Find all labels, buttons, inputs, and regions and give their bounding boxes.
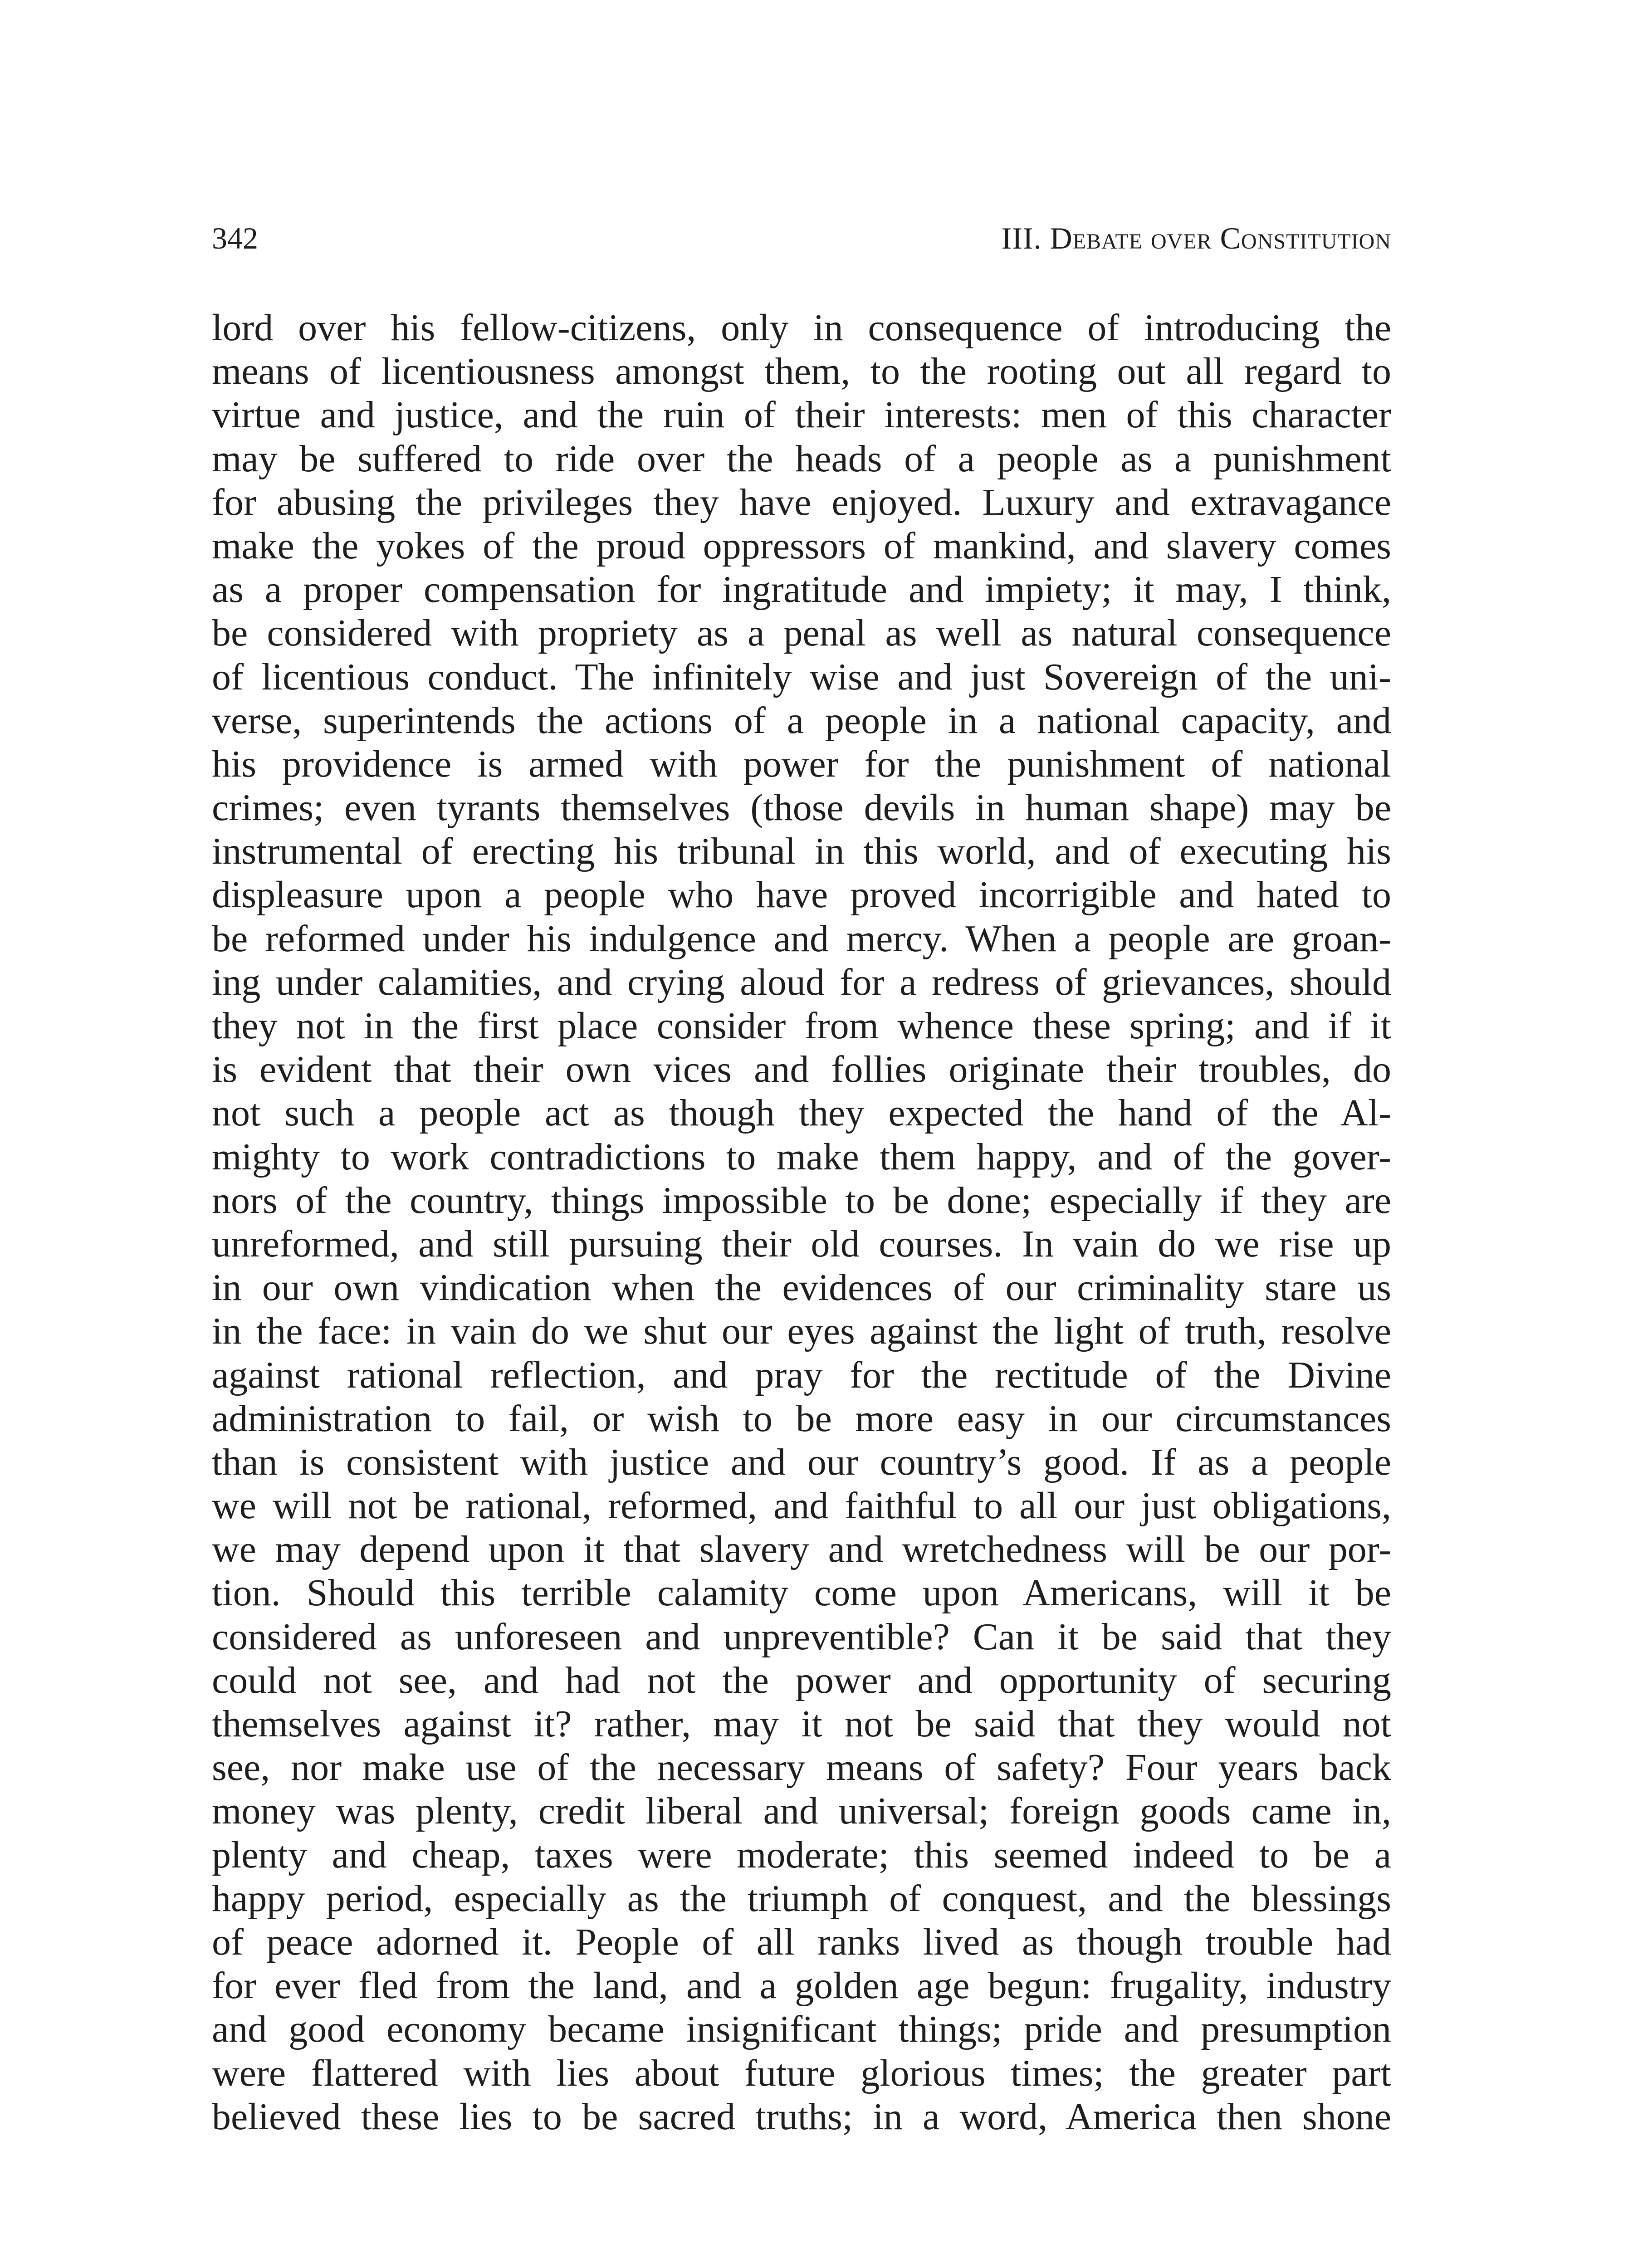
text-line: be considered with propriety as a penal as well as natural consequence — [212, 612, 1391, 655]
text-line: unreformed, and still pursuing their old courses. In vain do we rise up — [212, 1222, 1391, 1265]
text-line: we may depend upon it that slavery and wretchedness will be our por- — [212, 1528, 1391, 1571]
section-title-text: Debate over Constitution — [1050, 221, 1391, 255]
text-line: mighty to work contradictions to make them happy, and of the gover- — [212, 1135, 1391, 1178]
text-line: tion. Should this terrible calamity come upon Americans, will it be — [212, 1572, 1391, 1614]
text-line: of licentious conduct. The infinitely wise and just Sovereign of the uni- — [212, 655, 1391, 698]
text-line: crimes; even tyrants themselves (those devils in human shape) may be — [212, 787, 1391, 829]
text-line: verse, superintends the actions of a people in a national capacity, and — [212, 699, 1391, 742]
text-line: lord over his fellow-citizens, only in consequence of introducing the — [212, 307, 1391, 349]
body-text — [212, 306, 1391, 2139]
section-title — [1002, 213, 1391, 263]
text-line: his providence is armed with power for the punishment of national — [212, 743, 1391, 785]
text-line: ing under calamities, and crying aloud for a redress of grievances, should — [212, 961, 1391, 1003]
text-line: than is consistent with justice and our country’s good. If as a people — [212, 1441, 1391, 1483]
text-line: instrumental of erecting his tribunal in this world, and of executing his — [212, 830, 1391, 873]
text-line: not such a people act as though they expected the hand of the Al- — [212, 1092, 1391, 1134]
section-prefix: III. — [1001, 221, 1050, 255]
text-line: were flattered with lies about future glorious times; the greater part — [212, 2052, 1391, 2094]
text-line: in our own vindication when the evidences of our criminality stare us — [212, 1266, 1391, 1309]
text-line: virtue and justice, and the ruin of their interests: men of this character — [212, 394, 1391, 436]
running-head — [212, 213, 1391, 263]
text-line: of peace adorned it. People of all ranks lived as though trouble had — [212, 1921, 1391, 1963]
text-line: against rational reflection, and pray for the rectitude of the Divine — [212, 1354, 1391, 1396]
text-line: make the yokes of the proud oppressors of mankind, and slavery comes — [212, 524, 1391, 567]
text-line: money was plenty, credit liberal and universal; foreign goods came in, — [212, 1790, 1391, 1833]
page-number: 342 — [212, 221, 258, 255]
text-line: administration to fail, or wish to be more easy in our circumstances — [212, 1397, 1391, 1440]
text-line: happy period, especially as the triumph of conquest, and the blessings — [212, 1877, 1391, 1920]
text-line: considered as unforeseen and unpreventible? Can it be said that they — [212, 1615, 1391, 1658]
text-line: for abusing the privileges they have enjoyed. Luxury and extravagance — [212, 481, 1391, 523]
text-line: in the face: in vain do we shut our eyes against the light of truth, resolve — [212, 1310, 1391, 1353]
text-line: is evident that their own vices and follies originate their troubles, do — [212, 1048, 1391, 1091]
text-line: for ever fled from the land, and a golden age begun: frugality, industry — [212, 1965, 1391, 2007]
text-line: themselves against it? rather, may it not be said that they would not — [212, 1703, 1391, 1745]
text-line: plenty and cheap, taxes were moderate; this seemed indeed to be a — [212, 1833, 1391, 1876]
text-line: means of licentiousness amongst them, to the rooting out all regard to — [212, 350, 1391, 393]
text-line: could not see, and had not the power and opportunity of securing — [212, 1659, 1391, 1701]
text-line: as a proper compensation for ingratitude and impiety; it may, I think, — [212, 568, 1391, 611]
text-line: and good economy became insignificant things; pride and presumption — [212, 2008, 1391, 2051]
text-line: may be suffered to ride over the heads of a people as a punishment — [212, 437, 1391, 480]
text-line: nors of the country, things impossible to be done; especially if they are — [212, 1179, 1391, 1222]
text-line: see, nor make use of the necessary means of safety? Four years back — [212, 1746, 1391, 1789]
text-line: be reformed under his indulgence and mercy. When a people are groan- — [212, 917, 1391, 960]
text-line: displeasure upon a people who have proved incorrigible and hated to — [212, 874, 1391, 916]
text-line: believed these lies to be sacred truths; in a word, America then shone — [212, 2095, 1391, 2138]
text-line: we will not be rational, reformed, and faithful to all our just obligations, — [212, 1485, 1391, 1527]
text-line: they not in the first place consider from whence these spring; and if it — [212, 1005, 1391, 1047]
